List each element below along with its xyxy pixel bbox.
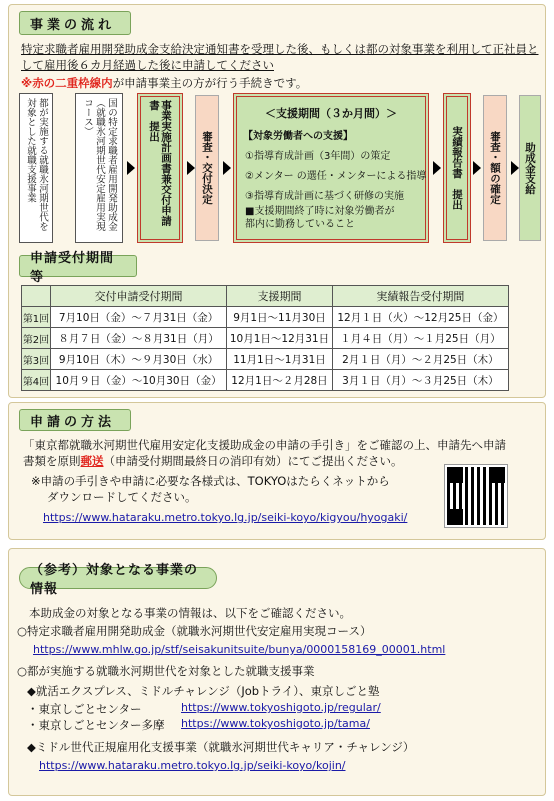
method-line3: ※申請の手引きや申請に必要な各様式は、TOKYOはたらくネットから — [31, 474, 390, 488]
flow-arrow-3 — [223, 161, 231, 175]
qr-code-icon — [445, 465, 507, 527]
table-row: 第4回 10月９日（金）～10月30日（金） 12月1日～２月28日 3月１日（月）～３月25日（木） — [22, 370, 509, 391]
flow-box-tokyo-support: 都が実施する就職氷河期世代を対象とした就職支援事業 — [19, 93, 53, 243]
col-grant-period: 交付申請受付期間 — [51, 286, 227, 307]
col-support-period: 支援期間 — [227, 286, 333, 307]
flow-arrow-1 — [127, 161, 135, 175]
support-note: ■支援期間終了時に対象労働者が都内に勤務していること — [245, 206, 395, 230]
method-header: 申請の方法 — [19, 409, 131, 431]
table-header-row — [22, 286, 509, 307]
flow-arrow-6 — [511, 161, 519, 175]
support-subtitle: 【対象労働者への支援】 — [243, 131, 353, 142]
tokyoshigoto-tama-link[interactable]: https://www.tokyoshigoto.jp/tama/ — [181, 717, 370, 730]
method-line1: 「東京都就職氷河期世代雇用安定化支援助成金の申請の手引き」をご確認の上、申請先へ申請 — [23, 438, 506, 452]
period-header: 申請受付期間等 — [19, 255, 137, 277]
support-item-1: ①指導育成計画（3年間）の策定 — [245, 151, 391, 162]
reference-item-2: ○都が実施する就職氷河期世代を対象とした就職支援事業 — [17, 664, 315, 678]
reference-header: （参考）対象となる事業の情報 — [19, 567, 217, 589]
reference-intro: 本助成金の対象となる事業の情報は、以下をご確認ください。 — [29, 606, 351, 620]
hataraku-kojin-link[interactable]: https://www.hataraku.metro.tokyo.lg.jp/seiki-koyo/kojin/ — [39, 759, 346, 772]
flow-arrow-4 — [433, 161, 441, 175]
flow-intro-line1: 特定求職者雇用開発助成金支給決定通知書を受理した後、もしくは都の対象事業を利用して正社員と — [21, 42, 539, 56]
flow-box-support-period — [233, 93, 429, 243]
flow-box-report: 実績報告書 提出 — [443, 93, 471, 243]
flow-header: 事業の流れ — [19, 11, 131, 35]
flow-box-national-subsidy: 国の特定求職者雇用開発助成金（就職氷河期世代安定雇用実現コース） — [75, 93, 123, 243]
support-item-3: ③指導育成計画に基づく研修の実施 — [245, 191, 404, 202]
method-panel — [8, 402, 546, 540]
flow-intro-line2: して雇用後６カ月経過した後に申請してください — [21, 58, 274, 72]
support-title: ＜支援期間（３か月間）＞ — [265, 107, 397, 120]
flow-box-review-amount: 審査・額の確定 — [483, 95, 507, 241]
mhlw-link[interactable]: https://www.mhlw.go.jp/stf/seisakunitsuite/bunya/0000158169_00001.html — [33, 643, 446, 656]
method-post-red: 郵送 — [80, 454, 104, 468]
table-row: 第3回 9月10日（木）～９月30日（水） 11月1日～1月31日 2月１日（月）～２月25日（木） — [22, 349, 509, 370]
col-report-period: 実績報告受付期間 — [332, 286, 508, 307]
method-line2: 書類を原則郵送（申請受付期間最終日の消印有効）にてご提出ください。 — [23, 454, 403, 468]
center-2-label: ・東京しごとセンター多摩 — [27, 718, 165, 732]
flow-box-review-grant: 審査・交付決定 — [195, 95, 219, 241]
flow-box-payment: 助成金支給 — [519, 95, 541, 241]
flow-arrow-5 — [473, 161, 481, 175]
period-table — [21, 285, 509, 391]
reference-sub-2: ◆ミドル世代正規雇用化支援事業（就職氷河期世代キャリア・チャレンジ） — [27, 740, 415, 754]
support-item-2: ②メンター の選任・メンターによる指導 — [245, 171, 427, 182]
table-row: 第2回 ８月７日（金）～８月31日（月） 10月1日～12月31日 １月４日（月）～１月25日（月） — [22, 328, 509, 349]
reference-sub-1: ◆就活エクスプレス、ミドルチャレンジ（Jobトライ）、東京しごと塾 — [27, 684, 380, 698]
reference-panel — [8, 548, 546, 796]
method-line4: ダウンロードしてください。 — [47, 490, 197, 504]
table-row: 第1回 7月10日（金）～７月31日（金） 9月1日～11月30日 12月１日（火）～12月25日（金） — [22, 307, 509, 328]
hataraku-hyogaki-link[interactable]: https://www.hataraku.metro.tokyo.lg.jp/seiki-koyo/kigyou/hyogaki/ — [43, 511, 408, 524]
flow-note: ※赤の二重枠線内が申請事業主の方が行う手続きです。 — [21, 76, 308, 90]
flow-arrow-2 — [187, 161, 195, 175]
flow-panel — [8, 4, 546, 398]
center-1-label: ・東京しごとセンター — [27, 702, 142, 716]
flow-box-application: 事業実施計画書兼交付申請書 提出 — [137, 93, 183, 243]
tokyoshigoto-regular-link[interactable]: https://www.tokyoshigoto.jp/regular/ — [181, 701, 381, 714]
flow-note-red: 赤の二重枠線内 — [32, 76, 113, 90]
reference-item-1: ○特定求職者雇用開発助成金（就職氷河期世代安定雇用実現コース） — [17, 624, 372, 638]
